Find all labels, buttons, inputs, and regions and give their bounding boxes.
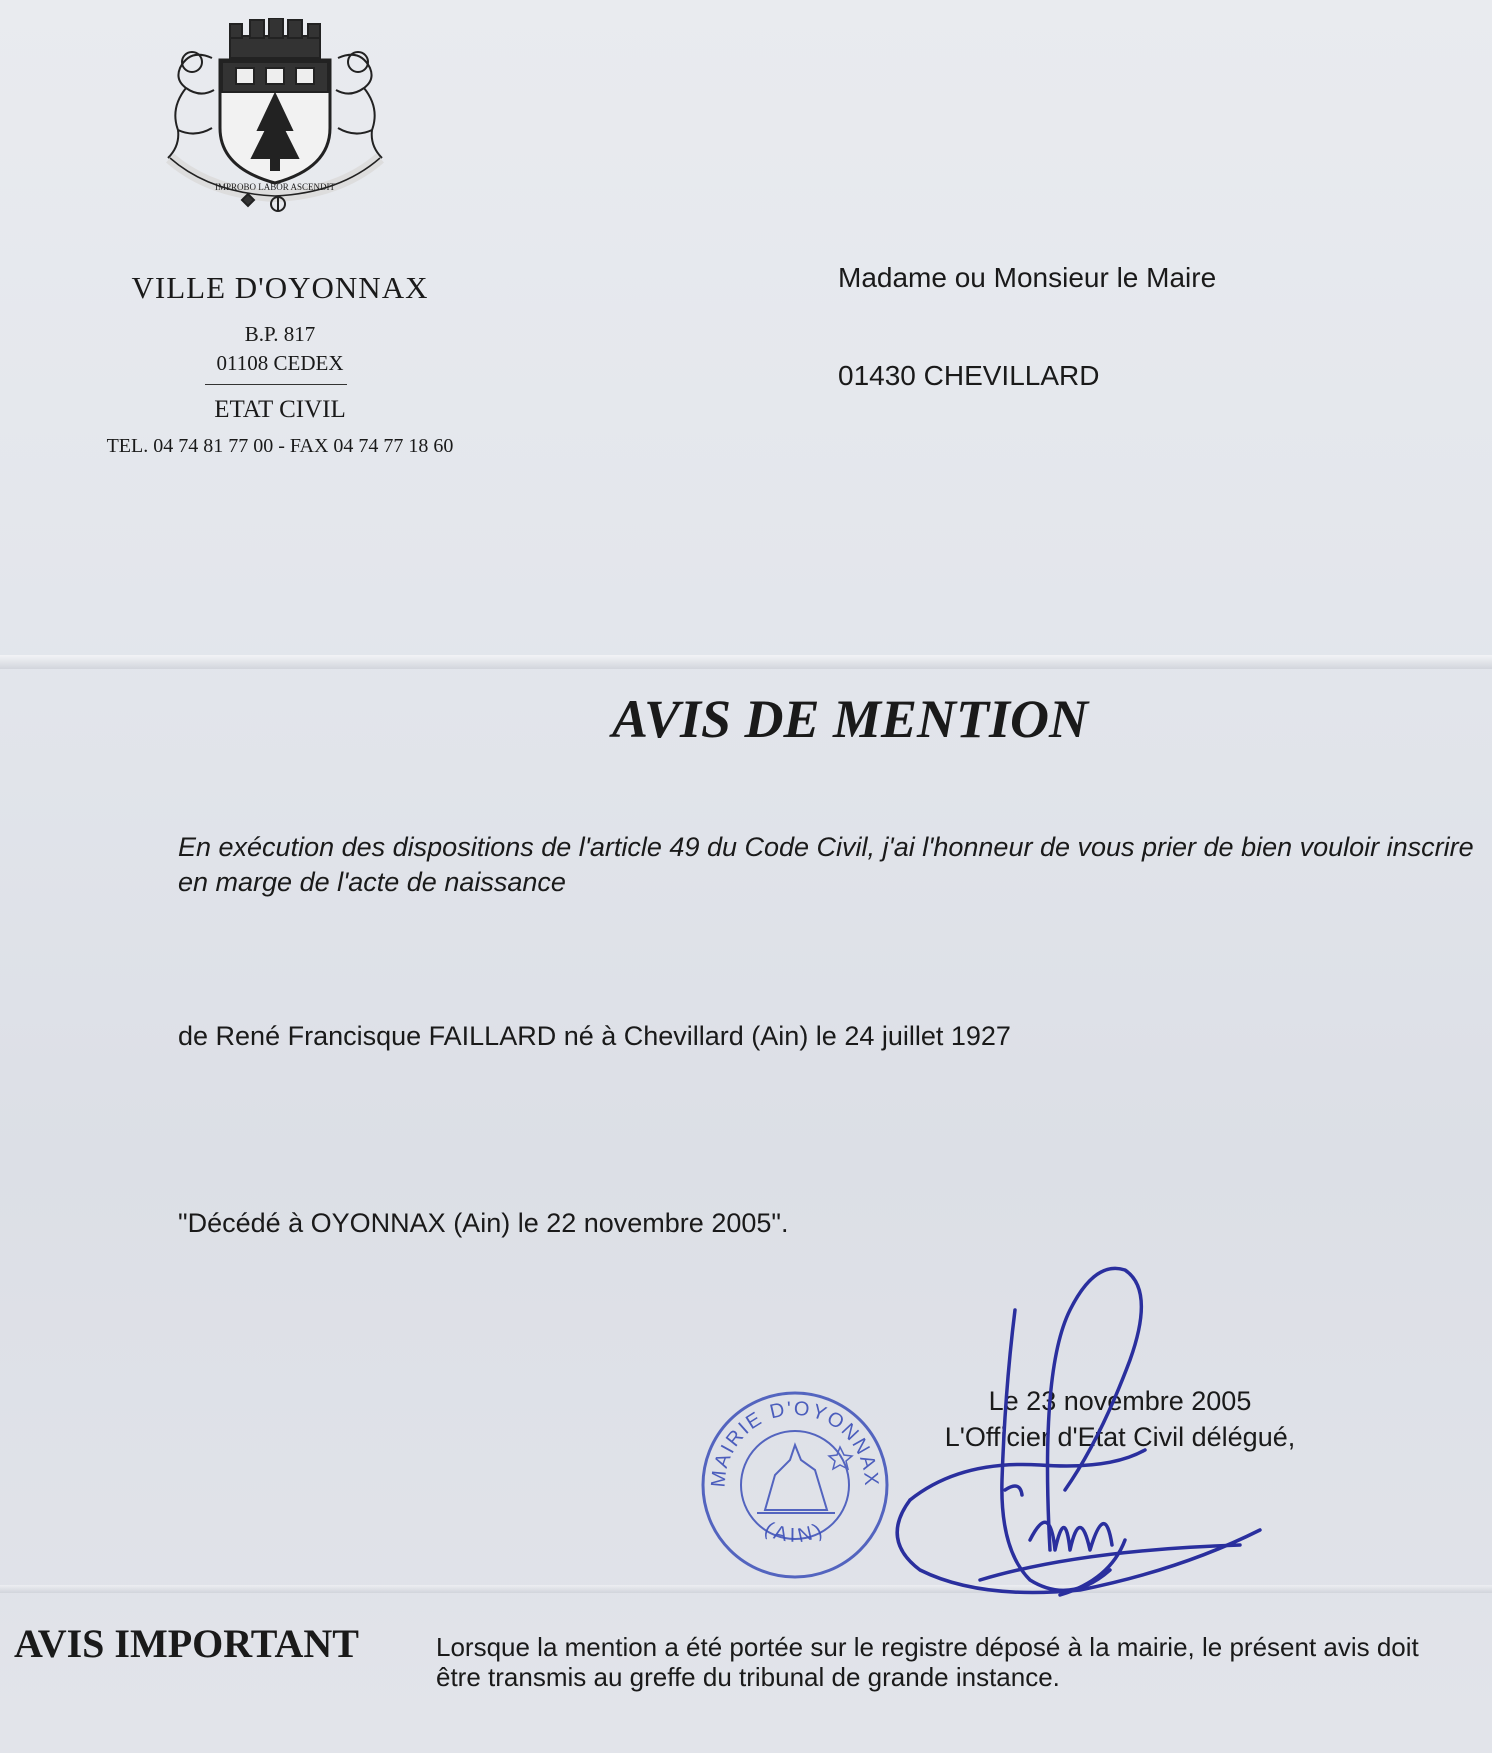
sender-postal-code: 01108 CEDEX bbox=[216, 351, 344, 375]
closing-date: Le 23 novembre 2005 bbox=[988, 1386, 1252, 1416]
closing-officer: L'Officier d'Etat Civil délégué, bbox=[944, 1422, 1296, 1452]
stamp-bottom-text: (AIN) bbox=[760, 1517, 830, 1548]
sender-po-box: B.P. 817 bbox=[244, 322, 316, 346]
crest-motto: IMPROBO LABOR ASCENDIT bbox=[214, 182, 336, 192]
mairie-stamp-icon bbox=[695, 1385, 895, 1585]
stamp-top-text: MAIRIE D'OYONNAX bbox=[707, 1397, 883, 1489]
sender-city-name: VILLE D'OYONNAX bbox=[131, 270, 429, 305]
recipient-address: 01430 CHEVILLARD bbox=[838, 360, 1100, 391]
sender-contact: TEL. 04 74 81 77 00 - FAX 04 74 77 18 60 bbox=[106, 435, 454, 457]
notice-heading: AVIS IMPORTANT bbox=[14, 1621, 359, 1666]
recipient-name: Madame ou Monsieur le Maire bbox=[838, 262, 1217, 293]
sender-service: ETAT CIVIL bbox=[214, 396, 346, 423]
paper-fold bbox=[0, 655, 1492, 669]
document-title: AVIS DE MENTION bbox=[611, 689, 1089, 749]
body-subject: de René Francisque FAILLARD né à Chevillard (Ain) le 24 juillet 1927 bbox=[178, 1021, 1011, 1051]
body-mention: "Décédé à OYONNAX (Ain) le 22 novembre 2005". bbox=[178, 1208, 789, 1238]
sender-divider bbox=[205, 384, 347, 385]
handwritten-signature-icon bbox=[880, 1250, 1270, 1620]
body-intro: En exécution des dispositions de l'article 49 du Code Civil, j'ai l'honneur de vous prier de bien vouloir inscrire en marge de l'acte de naissance bbox=[178, 832, 1474, 897]
svg-text:(AIN) bbox=[761, 1518, 829, 1547]
notice-text: Lorsque la mention a été portée sur le registre déposé à la mairie, le présent avis doit être transmis au greffe du tribunal de grande instance. bbox=[436, 1632, 1419, 1692]
city-crest-icon bbox=[150, 18, 400, 218]
